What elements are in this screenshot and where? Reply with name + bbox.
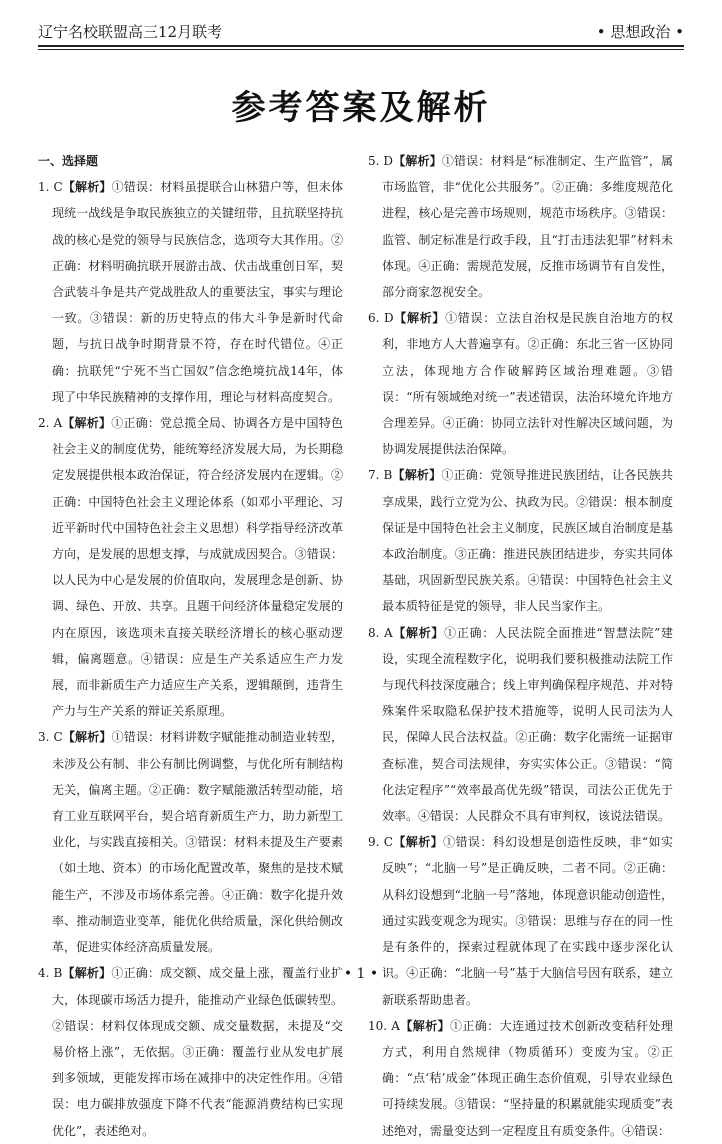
subject-label: • 思想政治 • [596, 23, 684, 41]
analysis-text: ①正确：大连通过技术创新改变秸秆处理方式，利用自然规律（物质循环）变废为宝。②正确：“点‘秸’成金”体现正确生态价值观，引导农业绿色可持续发展。③错误：“坚持量的积累就能实现质变”表述绝对，需量变达到一定程度且有质变条件。④错误： [382, 1018, 673, 1138]
answer-number: 10. A [368, 1018, 400, 1033]
analysis-tag: 【解析】 [392, 625, 445, 640]
answer-number: 9. C [368, 835, 393, 850]
analysis-tag: 【解析】 [392, 468, 442, 483]
answer-number: 1. C [38, 180, 63, 195]
right-column [368, 148, 673, 1144]
answer-number: 4. B [38, 966, 63, 981]
analysis-text: ①错误：科幻设想是创造性反映，非“如实反映”；“北脑一号”是正确反映，二者不同。②正确：从科幻设想到“北脑一号”落地，体现意识能动创造性，通过实践变观念为现实。③错误：思维与存在的同一性是有条件的，探索过程就体现了在实践中逐步深化认识。④正确：“北脑一号”基于大脑信号因有联系，建立新联系帮助患者。 [382, 835, 673, 1007]
analysis-tag: 【解析】 [62, 416, 112, 431]
analysis-tag: 【解析】 [393, 311, 446, 326]
section-heading: 一、选择题 [38, 154, 99, 168]
analysis-text: ①错误：材料讲数字赋能推动制造业转型，未涉及公有制、非公有制比例调整，与优化所有制结构无关，偏离主题。②正确：数字赋能激活转型动能，培育工业互联网平台，契合培育新质生产力，助力新型工业化，与实践直接相关。③错误：材料未提及生产要素（如土地、资本）的市场化配置改革，聚焦的是技术赋能生产，不涉及市场体系完善。④正确：数字化提升效率、推动制造业变革，能优化供给质量，深化供给侧改革，促进实体经济高质量发展。 [52, 730, 343, 955]
answer-item-6 [368, 305, 673, 462]
answer-number: 2. A [38, 416, 63, 431]
analysis-tag: 【解析】 [62, 180, 112, 195]
answer-item-2 [38, 410, 343, 724]
answer-number: 8. A [368, 625, 393, 640]
answer-item-8 [368, 620, 673, 830]
analysis-tag: 【解析】 [393, 154, 442, 168]
analysis-text: ①正确：党领导推进民族团结，让各民族共享成果，践行立党为公、执政为民。②错误：根本制度保证是中国特色社会主义制度，民族区域自治制度是基本政治制度。③正确：推进民族团结进步，夯实共同体基础，巩固新型民族关系。④错误：中国特色社会主义最本质特征是党的领导，非人民当家作主。 [382, 468, 673, 614]
analysis-text: ①正确：人民法院全面推进“智慧法院”建设，实现全流程数字化，说明我们要积极推动法院工作与现代科技深度融合；线上审判确保程序规范、并对特殊案件采取隐私保护技术措施等，说明人民司法为人民，保障人民合法权益。②正确：数字化需统一证据审查标准，契合司法规律，夯实实体公正。③错误：“简化法定程序”“效率最高优先级”错误，司法公正优先于效率。④错误：人民群众不具有审判权，该说法错误。 [382, 625, 673, 824]
answer-item-4 [38, 960, 343, 1143]
page-header [38, 16, 684, 42]
answer-item-1 [38, 174, 343, 410]
answer-item-3 [38, 724, 343, 960]
answer-item-5 [368, 148, 673, 305]
analysis-text: ①错误：立法自治权是民族自治地方的权利，非地方人大普遍享有。②正确：东北三省一区协同立法，体现地方合作破解跨区域治理难题。③错误：“所有领域绝对统一”表述错误，法治环境允许地方合理差异。④正确：协同立法针对性解决区域问题，为协调发展提供法治保障。 [382, 311, 673, 457]
answer-item-10 [368, 1013, 673, 1144]
answer-item-7 [368, 462, 673, 619]
header-rule-thin [38, 49, 684, 50]
answer-item-9 [368, 829, 673, 1012]
analysis-tag: 【解析】 [62, 730, 112, 745]
page-title: 参考答案及解析 [231, 88, 491, 128]
analysis-text: ①错误：材料虽提联合山林猎户等，但未体现统一战线是争取民族独立的关键纽带，且抗联坚持抗战的核心是党的领导与民族信念，选项夸大其作用。②正确：材料明确抗联开展游击战、伏击战重创日军，契合武装斗争是共产党战胜敌人的重要法宝，事实与理论一致。③错误：新的历史特点的伟大斗争是新时代命题，与抗日战争时期背景不符，存在时代错位。④正确：抗联凭“宁死不当亡国奴”信念绝境抗战14年，体现了中华民族精神的支撑作用，理论与材料高度契合。 [52, 180, 343, 404]
exam-name: 辽宁名校联盟高三12月联考 [38, 23, 223, 41]
answer-number: 7. B [368, 468, 393, 483]
header-rule-thick [38, 45, 684, 47]
analysis-tag: 【解析】 [399, 1018, 451, 1033]
analysis-text: ①正确：成交额、成交量上涨，覆盖行业扩大，体现碳市场活力提升，能推动产业绿色低碳转型。②错误：材料仅体现成交额、成交量数据，未提及“交易价格上涨”，无依据。③正确：覆盖行业从发电扩展到多领域，更能发挥市场在减排中的决定性作用。④错误：电力碳排放强度下降不代表“能源消费结构已实现优化”，表述绝对。 [52, 966, 343, 1138]
answer-number: 3. C [38, 730, 63, 745]
page-number: • 1 • [343, 966, 379, 982]
analysis-text: ①错误：材料是“标准制定、生产监管”，属市场监管，非“优化公共服务”。②正确：多维度规范化进程，核心是完善市场规则，规范市场秩序。③错误：监管、制定标准是行政手段，且“打击违法犯罪”材料未体现。④正确：需规范发展，反推市场调节有自发性，部分商家忽视安全。 [382, 154, 673, 300]
analysis-tag: 【解析】 [392, 835, 444, 850]
analysis-text: ①正确：党总揽全局、协调各方是中国特色社会主义的制度优势，能统筹经济发展大局，为长期稳定发展提供根本政治保证，符合经济发展内在逻辑。②正确：中国特色社会主义理论体系（如邓小平理论、习近平新时代中国特色社会主义思想）科学指导经济改革方向，是发展的思想支撑，与成就成因契合。③错误：以人民为中心是发展的价值取向，发展理念是创新、协调、绿色、开放、共享。且题干问经济体量稳定发展的内在原因，该选项未直接关联经济增长的核心驱动逻辑，偏离题意。④错误：应是生产关系适应生产力发展，而非新质生产力适应生产关系，逻辑颠倒，违背生产力与生产关系的辩证关系原理。 [52, 416, 343, 719]
answer-number: 6. D [368, 311, 394, 326]
answer-number: 5. D [368, 154, 394, 168]
analysis-tag: 【解析】 [62, 966, 112, 981]
left-column [38, 148, 343, 1144]
